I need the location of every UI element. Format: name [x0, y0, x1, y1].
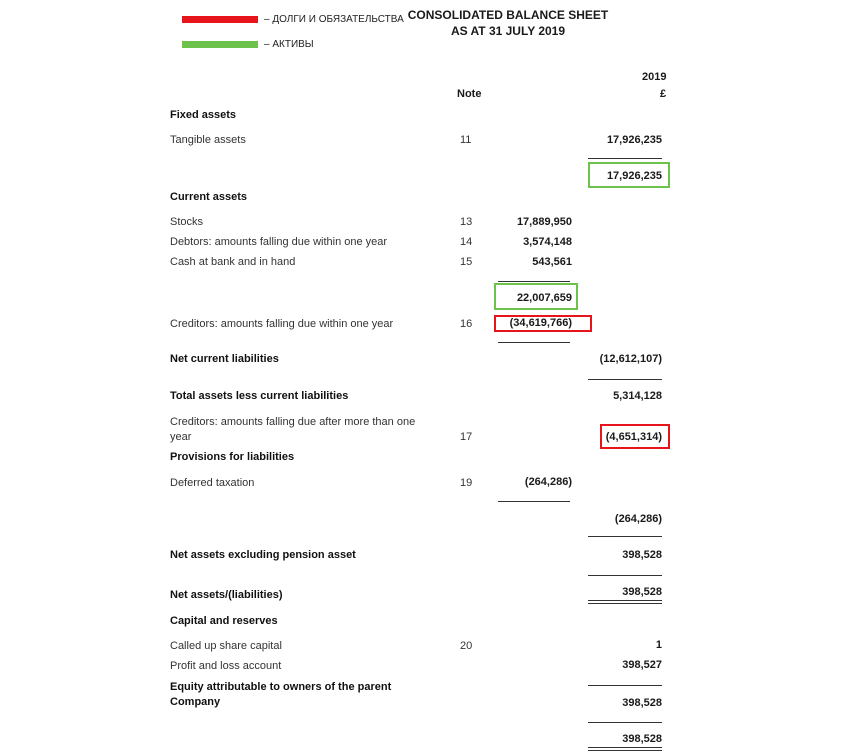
row-label-profit-loss: Profit and loss account [170, 660, 282, 672]
value-creditors-within-year: (34,619,766) [509, 317, 572, 329]
value-debtors: 3,574,148 [523, 236, 572, 248]
liabilities-highlight-box [600, 424, 670, 449]
value-tangible-assets: 17,926,235 [606, 134, 662, 146]
row-label-share-capital: Called up share capital [170, 640, 282, 652]
row-label-net-current-liabilities: Net current liabilities [170, 353, 279, 365]
row-label-creditors-after-year: Creditors: amounts falling due after more than one [170, 416, 416, 428]
note-creditors-within-year: 16 [460, 318, 473, 330]
section-current-assets: Current assets [170, 191, 248, 203]
note-cash: 15 [460, 256, 473, 268]
value-net-assets: 398,528 [622, 586, 662, 598]
legend-label-assets: – АКТИВЫ [264, 39, 314, 50]
note-stocks: 13 [460, 216, 473, 228]
row-label-net-assets: Net assets/(liabilities) [170, 589, 283, 601]
legend-label-liabilities: – ДОЛГИ И ОБЯЗАТЕЛЬСТВА [264, 14, 404, 25]
rule [498, 342, 570, 343]
row-label-debtors: Debtors: amounts falling due within one year [170, 236, 388, 248]
rule [588, 685, 662, 686]
rule [498, 501, 570, 502]
sheet-title: CONSOLIDATED BALANCE SHEET [407, 8, 609, 22]
value-total-assets-less-current: 5,314,128 [613, 390, 662, 402]
value-fixed-assets-total: 17,926,235 [606, 170, 662, 182]
row-label-cash: Cash at bank and in hand [170, 256, 296, 268]
rule [588, 747, 662, 748]
rule [498, 281, 570, 282]
section-provisions: Provisions for liabilities [170, 451, 295, 463]
row-label-stocks: Stocks [170, 216, 204, 228]
assets-highlight-box [494, 283, 578, 310]
assets-highlight-box [588, 162, 670, 188]
row-label-creditors-after-year-cont: year [170, 431, 192, 443]
section-fixed-assets: Fixed assets [170, 109, 237, 121]
sheet-subtitle: AS AT 31 JULY 2019 [450, 24, 566, 38]
value-profit-loss: 398,527 [622, 659, 662, 671]
rule [588, 379, 662, 380]
value-net-current-liabilities: (12,612,107) [599, 353, 662, 365]
legend-swatch-liabilities [182, 16, 258, 23]
note-debtors: 14 [460, 236, 473, 248]
value-cash: 543,561 [532, 256, 572, 268]
note-tangible-assets: 11 [460, 134, 472, 146]
legend-swatch-assets [182, 41, 258, 48]
note-share-capital: 20 [460, 640, 473, 652]
value-net-assets-excl-pension: 398,528 [622, 549, 662, 561]
row-label-creditors-within-year: Creditors: amounts falling due within one year [170, 318, 394, 330]
row-label-net-assets-excl-pension: Net assets excluding pension asset [170, 549, 356, 561]
section-capital-reserves: Capital and reserves [170, 615, 278, 627]
value-stocks: 17,889,950 [516, 216, 572, 228]
value-total-equity: 398,528 [622, 733, 662, 745]
note-deferred-taxation: 19 [460, 477, 473, 489]
rule [588, 603, 662, 604]
rule [588, 536, 662, 537]
value-creditors-after-year: (4,651,314) [605, 431, 662, 443]
row-label-deferred-taxation: Deferred taxation [170, 477, 255, 489]
rule [588, 600, 662, 601]
value-deferred-taxation: (264,286) [524, 476, 572, 488]
rule [588, 158, 662, 159]
value-provisions-total: (264,286) [614, 513, 662, 525]
row-label-total-assets-less-current: Total assets less current liabilities [170, 390, 349, 402]
rule [588, 575, 662, 576]
row-label-tangible-assets: Tangible assets [170, 134, 246, 146]
rule [588, 750, 662, 751]
currency-header: £ [660, 88, 667, 100]
value-equity-parent: 398,528 [622, 697, 662, 709]
liabilities-highlight-box [494, 315, 592, 332]
value-current-assets-total: 22,007,659 [516, 292, 572, 304]
rule [588, 722, 662, 723]
row-label-equity-parent: Equity attributable to owners of the parent [170, 681, 392, 693]
row-label-equity-parent-cont: Company [170, 696, 221, 708]
note-creditors-after-year: 17 [460, 431, 473, 443]
value-share-capital: 1 [655, 639, 662, 651]
note-header: Note [457, 88, 482, 100]
year-header: 2019 [642, 71, 667, 83]
